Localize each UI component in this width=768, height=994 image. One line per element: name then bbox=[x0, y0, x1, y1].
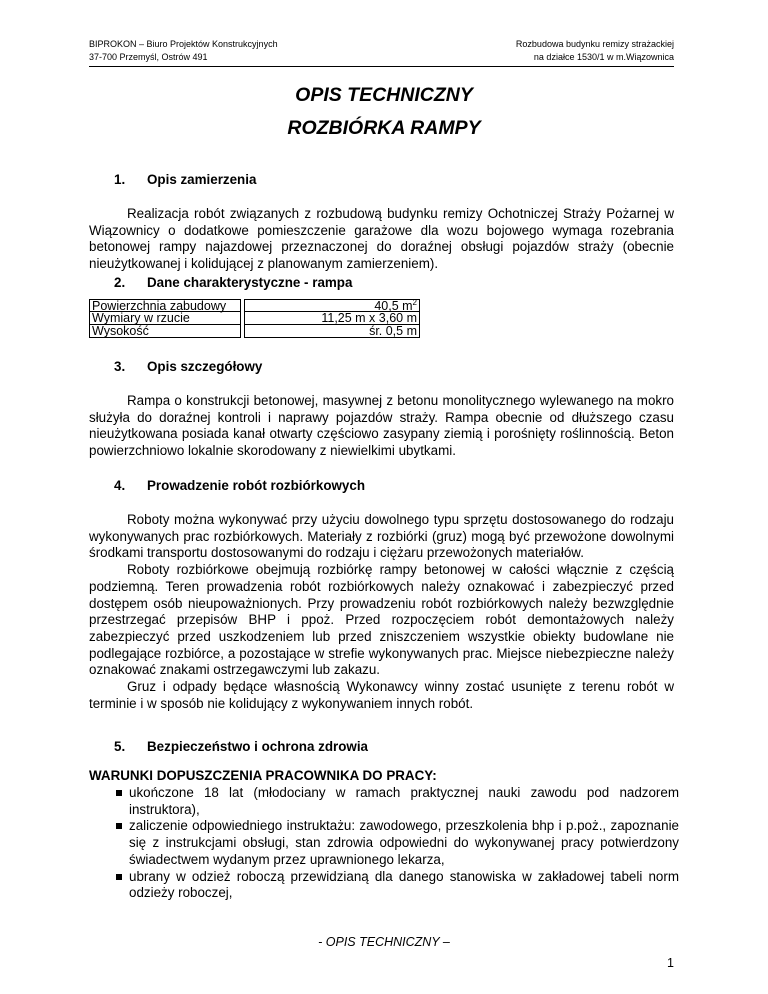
table-cell-value: śr. 0,5 m bbox=[244, 325, 420, 338]
header-right bbox=[516, 38, 674, 63]
specs-table bbox=[89, 299, 420, 338]
section-title: Dane charakterystyczne - rampa bbox=[147, 275, 353, 290]
section-5-heading bbox=[114, 739, 368, 754]
paragraph: Roboty można wykonywać przy użyciu dowolnego typu sprzętu dostosowanego do rodzaju wykonywanych prac rozbiórkowych. Materiały z rozbiórki (gruz) mogą być przewożone dowolnymi środkami transportu dostosowanymi do rodzaju i ciężaru przewożonych materiałów. bbox=[89, 512, 674, 561]
list-item-text: ukończone 18 lat (młodociany w ramach praktycznej nauki zawodu pod nadzorem instruktora), bbox=[129, 785, 679, 817]
table-cell-label: Wymiary w rzucie bbox=[89, 312, 241, 325]
header-project: Rozbudowa budynku remizy strażackiej bbox=[515, 39, 674, 49]
section-3-heading bbox=[114, 359, 262, 374]
section-3-body bbox=[89, 393, 674, 460]
document-title: OPIS TECHNICZNY bbox=[295, 84, 473, 106]
page-number: 1 bbox=[667, 956, 674, 970]
list-item-text: zaliczenie odpowiedniego instruktażu: zawodowego, przeszkolenia bhp i p.poż., zapoznanie się z instrukcjami obsługi, stan zdrowia odpowiedni do wykonywanej pracy potwierdzony świadectwem wydanym przez uprawnionego lekarza, bbox=[129, 818, 679, 867]
section-2-heading bbox=[114, 275, 352, 290]
square-bullet-icon bbox=[116, 823, 122, 829]
section-4-heading bbox=[114, 478, 365, 493]
list-item bbox=[89, 785, 679, 818]
paragraph: Gruz i odpady będące własnością Wykonawcy winny zostać usunięte z terenu robót w terminie i w sposób nie kolidujący z wykonywaniem innych robót. bbox=[89, 679, 674, 711]
header-company: BIPROKON – Biuro Projektów Konstrukcyjnych bbox=[89, 39, 278, 49]
section-number: 5. bbox=[114, 739, 126, 754]
section-number: 1. bbox=[114, 172, 126, 187]
section-1-heading bbox=[114, 172, 256, 187]
paragraph: Rampa o konstrukcji betonowej, masywnej z betonu monolitycznego wylewanego na mokro służyła do doraźnej kontroli i naprawy pojazdów straży. Rampa obecnie od dłuższego czasu nieużytkowana posiada kanał otwarty częściowo zasypany ziemią i porośnięty roślinnością. Beton powierzchniowo lokalnie skorodowany z niewielkimi ubytkami. bbox=[89, 393, 674, 459]
section-title: Prowadzenie robót rozbiórkowych bbox=[147, 478, 365, 493]
section-4-body bbox=[89, 512, 674, 712]
list-item bbox=[89, 869, 679, 902]
section-title: Bezpieczeństwo i ochrona zdrowia bbox=[147, 739, 368, 754]
header-left bbox=[89, 38, 278, 63]
header-address: 37-700 Przemyśl, Ostrów 491 bbox=[89, 51, 208, 62]
section-number: 3. bbox=[114, 359, 126, 374]
paragraph: Roboty rozbiórkowe obejmują rozbiórkę rampy betonowej w całości włącznie z częścią podziemną. Teren prowadzenia robót rozbiórkowych należy oznakować i zabezpieczyć przed dostępem osób nieupoważnionych. Przy prowadzeniu robót rozbiórkowych należy bezwzględnie przestrzegać przepisów BHP i ppoż. Przed rozpoczęciem robót demontażowych należy zabezpieczyć przed uszkodzeniem lub przed zniszczeniem wszystkie obiekty budowlane nie podlegające rozbiórce, a pozostające w strefie wykonywanych prac. Miejsce niebezpieczne należy oznakować znakami ostrzegawczymi lub zakazu. bbox=[89, 562, 674, 678]
table-row bbox=[89, 325, 420, 338]
table-cell-label: Wysokość bbox=[89, 325, 241, 338]
value-text: 40,5 m bbox=[374, 299, 413, 313]
table-cell-label: Powierzchnia zabudowy bbox=[89, 299, 241, 312]
section-title: Opis zamierzenia bbox=[147, 172, 257, 187]
requirements-heading: WARUNKI DOPUSZCZENIA PRACOWNIKA DO PRACY: bbox=[89, 768, 437, 783]
table-cell-value: 11,25 m x 3,60 m bbox=[244, 312, 420, 325]
section-1-body bbox=[89, 206, 674, 273]
section-number: 2. bbox=[114, 275, 126, 290]
section-number: 4. bbox=[114, 478, 126, 493]
section-title: Opis szczegółowy bbox=[147, 359, 263, 374]
document-subtitle: ROZBIÓRKA RAMPY bbox=[287, 117, 481, 139]
header-location: na działce 1530/1 w m.Wiązownica bbox=[533, 51, 674, 62]
header-divider bbox=[89, 66, 674, 67]
list-item bbox=[89, 818, 679, 868]
requirements-list bbox=[89, 785, 679, 902]
square-bullet-icon bbox=[116, 790, 122, 796]
page-footer: - OPIS TECHNICZNY – bbox=[318, 935, 450, 949]
value-superscript: 2 bbox=[412, 297, 417, 307]
list-item-text: ubrany w odzież roboczą przewidzianą dla danego stanowiska w zakładowej tabeli norm odzieży roboczej, bbox=[129, 868, 679, 901]
paragraph: Realizacja robót związanych z rozbudową budynku remizy Ochotniczej Straży Pożarnej w Wiązownicy o dodatkowe pomieszczenie garażowe dla wozu bojowego wymaga rozebrania betonowej rampy najazdowej przeznaczonej do doraźnej obsługi pojazdów straży (obecnie nieużytkowanej i kolidującej z planowanym zamierzeniem). bbox=[89, 206, 674, 272]
square-bullet-icon bbox=[116, 874, 122, 880]
